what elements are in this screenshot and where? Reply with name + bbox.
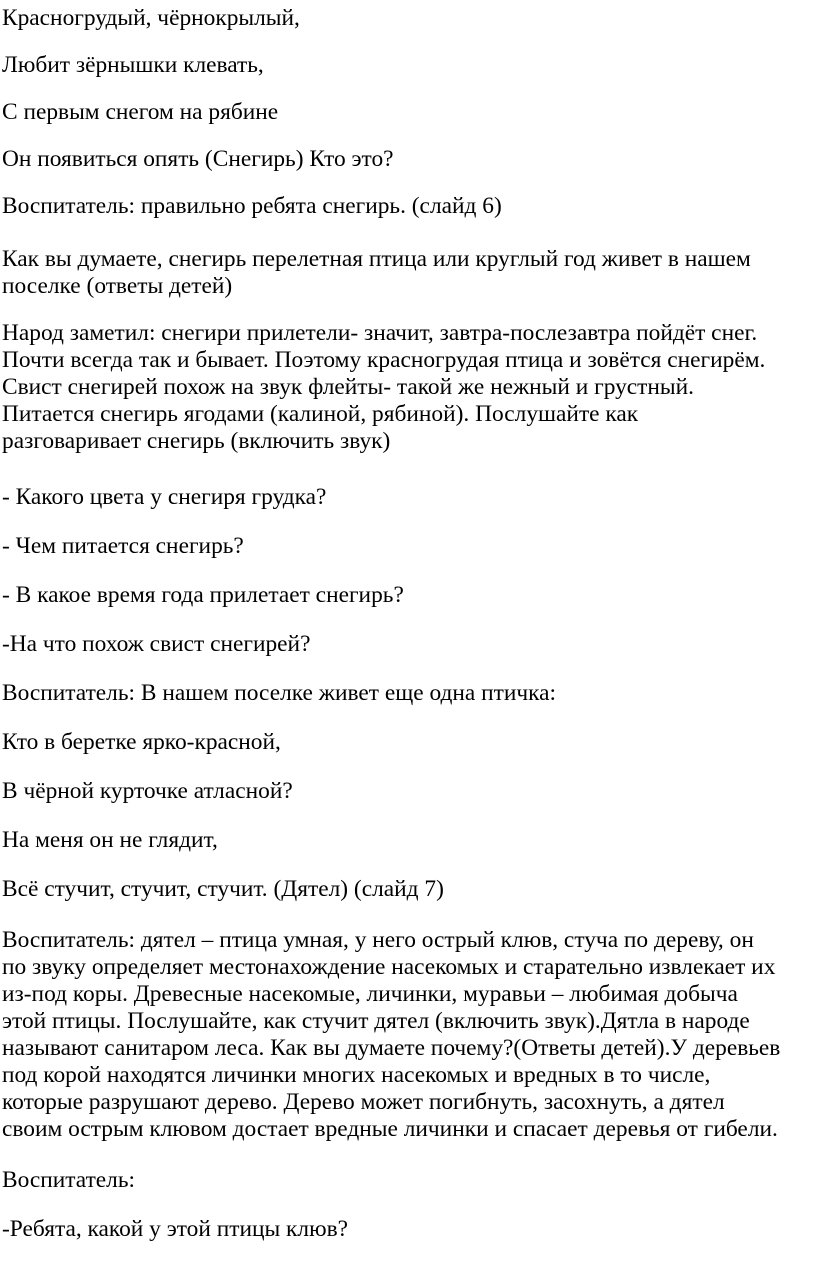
poem-line xyxy=(2,52,264,79)
poem-line xyxy=(2,876,444,903)
text-line: Кто в беретке ярко-красной, xyxy=(2,729,281,755)
text-line: которые разрушают дерево. Дерево может погибнуть, засохнуть, а дятел xyxy=(2,1089,725,1115)
question-line xyxy=(2,582,404,609)
text-line: На меня он не глядит, xyxy=(2,827,218,853)
teacher-line xyxy=(2,680,556,707)
text-line: Он появиться опять (Снегирь) Кто это? xyxy=(2,146,394,172)
text-line: Красногрудый, чёрнокрылый, xyxy=(2,5,300,31)
question-paragraph xyxy=(2,246,751,300)
text-line: С первым снегом на рябине xyxy=(2,99,279,125)
text-line: Воспитатель: В нашем поселке живет еще одна птичка: xyxy=(2,680,557,706)
question-line xyxy=(2,484,326,511)
text-line: по звуку определяет местонахождение насекомых и старательно извлекает их xyxy=(2,954,776,980)
text-line: Свист снегирей похож на звук флейты- такой же нежный и грустный. xyxy=(2,374,694,400)
text-line: - В какое время года прилетает снегирь? xyxy=(2,582,404,608)
poem-line xyxy=(2,99,278,126)
text-line: Воспитатель: xyxy=(2,1167,136,1193)
text-line: поселке (ответы детей) xyxy=(2,273,233,299)
text-line: - Чем питается снегирь? xyxy=(2,533,244,559)
question-line xyxy=(2,1216,348,1243)
text-line: этой птицы. Послушайте, как стучит дятел (включить звук).Дятла в народе xyxy=(2,1008,750,1034)
text-line: называют санитаром леса. Как вы думаете почему?(Ответы детей).У деревьев xyxy=(2,1035,781,1061)
question-line xyxy=(2,631,310,658)
text-line: -На что похож свист снегирей? xyxy=(2,631,311,657)
text-line: Воспитатель: дятел – птица умная, у него острый клюв, стуча по дереву, он xyxy=(2,927,754,953)
question-line xyxy=(2,533,244,560)
text-line: Воспитатель: правильно ребята снегирь. (слайд 6) xyxy=(2,193,502,219)
text-line: Питается снегирь ягодами (калиной, рябиной). Послушайте как xyxy=(2,401,639,427)
poem-line xyxy=(2,146,394,173)
poem-line xyxy=(2,778,293,805)
text-line: В чёрной курточке атласной? xyxy=(2,778,293,804)
info-paragraph xyxy=(2,320,765,455)
text-line: Народ заметил: снегири прилетели- значит, завтра-послезавтра пойдёт снег. xyxy=(2,320,758,346)
info-paragraph xyxy=(2,927,780,1143)
text-line: своим острым клювом достает вредные личинки и спасает деревья от гибели. xyxy=(2,1116,778,1142)
poem-line xyxy=(2,729,281,756)
text-line: разговаривает снегирь (включить звук) xyxy=(2,428,391,454)
teacher-line xyxy=(2,193,502,220)
text-line: - Какого цвета у снегиря грудка? xyxy=(2,484,327,510)
text-line: Любит зёрнышки клевать, xyxy=(2,52,264,78)
text-line: Всё стучит, стучит, стучит. (Дятел) (слайд 7) xyxy=(2,876,444,902)
teacher-line xyxy=(2,1167,135,1194)
poem-line xyxy=(2,5,300,32)
text-line: Почти всегда так и бывает. Поэтому красногрудая птица и зовётся снегирём. xyxy=(2,347,766,373)
poem-line xyxy=(2,827,218,854)
text-line: Как вы думаете, снегирь перелетная птица или круглый год живет в нашем xyxy=(2,246,751,272)
text-line: из-под коры. Древесные насекомые, личинки, муравьи – любимая добыча xyxy=(2,981,738,1007)
text-line: под корой находятся личинки многих насекомых и вредных в то числе, xyxy=(2,1062,711,1088)
text-line: -Ребята, какой у этой птицы клюв? xyxy=(2,1216,348,1242)
